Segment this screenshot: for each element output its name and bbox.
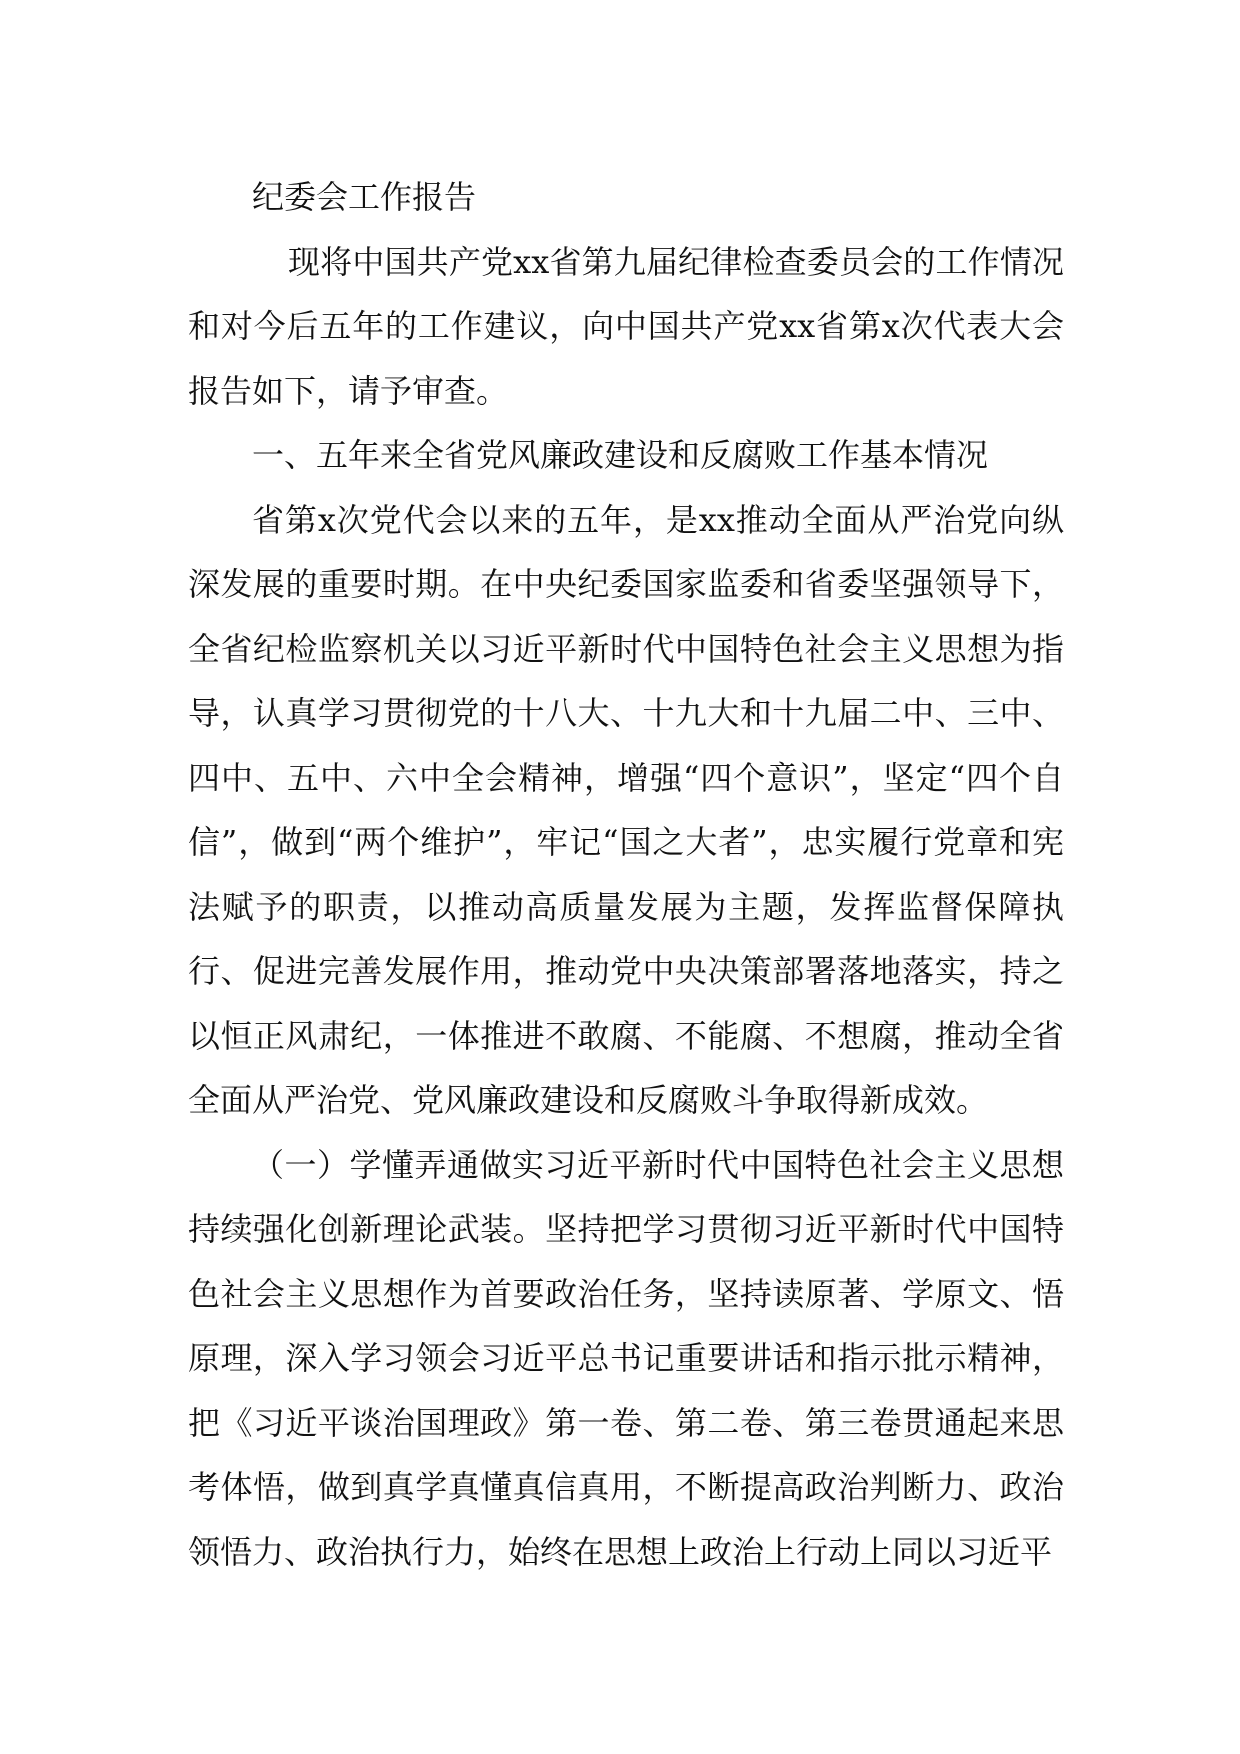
document-body bbox=[188, 165, 1064, 1584]
section-heading: 一、五年来全省党风廉政建设和反腐败工作基本情况 bbox=[252, 436, 989, 474]
intro-paragraph: 现将中国共产党xx省第九届纪律检查委员会的工作情况和对今后五年的工作建议，向中国共产党xx省第x次代表大会报告如下，请予审查。 bbox=[188, 242, 1064, 410]
body-paragraph: 省第x次党代会以来的五年，是xx推动全面从严治党向纵深发展的重要时期。在中央纪委国家监委和省委坚强领导下，全省纪检监察机关以习近平新时代中国特色社会主义思想为指导，认真学习贯彻党的十八大、十九大和十九届二中、三中、四中、五中、六中全会精神，增强“四个意识”，坚定“四个自信”，做到“两个维护”，牢记“国之大者”，忠实履行党章和宪法赋予的职责，以推动高质量发展为主题，发挥监督保障执行、促进完善发展作用，推动党中央决策部署落地落实，持之以恒正风肃纪，一体推进不敢腐、不能腐、不想腐，推动全省全面从严治党、党风廉政建设和反腐败斗争取得新成效。 bbox=[188, 500, 1064, 1119]
subsection-paragraph: （一）学懂弄通做实习近平新时代中国特色社会主义思想持续强化创新理论武装。坚持把学习贯彻习近平新时代中国特色社会主义思想作为首要政治任务，坚持读原著、学原文、悟原理，深入学习领会习近平总书记重要讲话和指示批示精神，把《习近平谈治国理政》第一卷、第二卷、第三卷贯通起来思考体悟，做到真学真懂真信真用，不断提高政治判断力、政治领悟力、政治执行力，始终在思想上政治上行动上同以习近平 bbox=[188, 1145, 1064, 1571]
document-title: 纪委会工作报告 bbox=[252, 178, 477, 216]
